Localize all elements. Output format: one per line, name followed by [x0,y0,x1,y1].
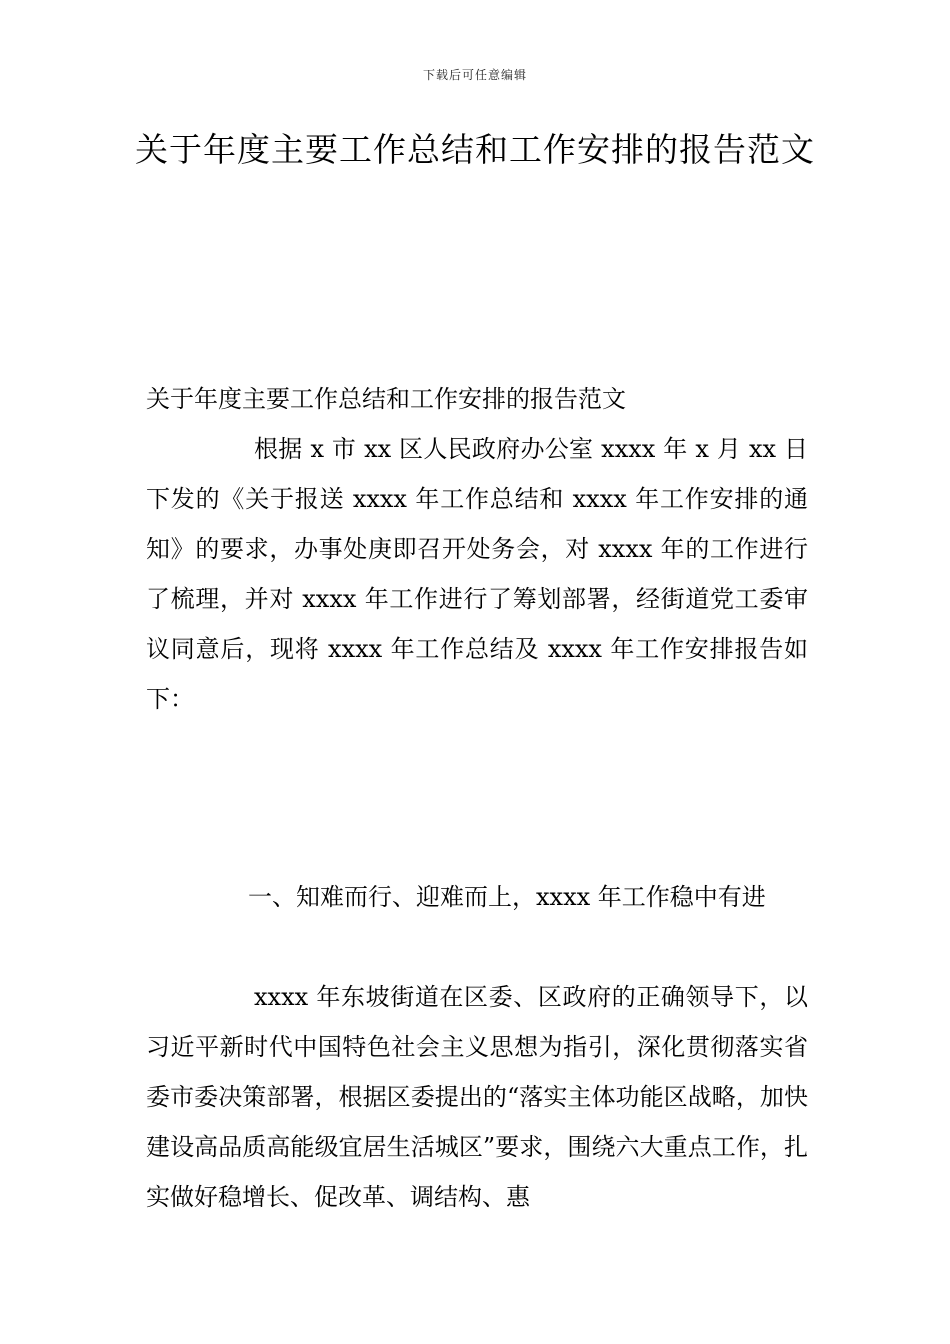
document-title: 关于年度主要工作总结和工作安排的报告范文 [135,130,815,169]
document-subtitle: 关于年度主要工作总结和工作安排的报告范文 [146,385,626,413]
paragraph-section-1: xxxx 年东坡街道在区委、区政府的正确领导下，以习近平新时代中国特色社会主义思想为指引，深化贯彻落实省委市委决策部署，根据区委提出的“落实主体功能区战略，加快建设高品质高能级宜居生活城区”要求，围绕六大重点工作，扎实做好稳增长、促改革、调结构、惠 [146,983,808,1211]
header-note: 下载后可任意编辑 [422,68,527,82]
paragraph-intro: 根据 x 市 xx 区人民政府办公室 xxxx 年 x 月 xx 日下发的《关于报送 xxxx 年工作总结和 xxxx 年工作安排的通知》的要求，办事处庚即召开处务会，对 xxxx 年的工作进行了梳理，并对 xxxx 年工作进行了筹划部署，经街道党工委审议同意后，现将 xxxx 年工作总结及 xxxx 年工作安排报告如下： [146,435,808,713]
section-heading-1: 一、知难而行、迎难而上，xxxx 年工作稳中有进 [248,883,766,911]
